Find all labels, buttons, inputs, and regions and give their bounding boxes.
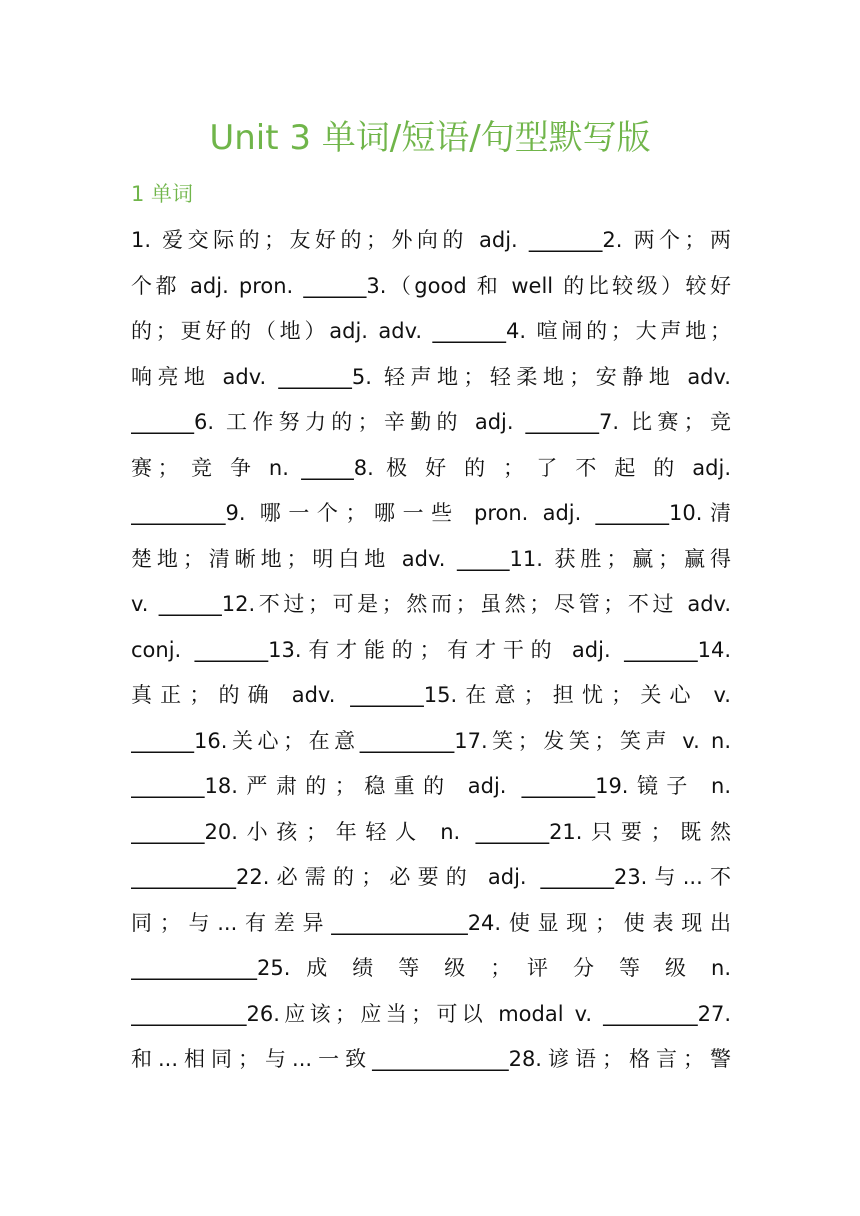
text-line: ______6. 工作努力的；辛勤的 adj. _______7. 比赛；竞 bbox=[131, 410, 731, 434]
text-line: 同；与...有差异_____________24.使显现；使表现出 bbox=[131, 910, 731, 935]
text-line: conj. _______13.有才能的；有才干的 adj. _______14. bbox=[131, 637, 731, 662]
vocabulary-paragraph bbox=[131, 218, 731, 1083]
text-line: ____________25. 成 绩 等 级 ； 评 分 等 级 n. bbox=[131, 956, 731, 980]
text-line: ______16.关心；在意_________17.笑；发笑；笑声 v. n. bbox=[131, 728, 731, 753]
text-line: 个都 adj. pron. ______3.（good 和 well 的比较级）较好 bbox=[131, 273, 731, 298]
text-line: 楚地；清晰地；明白地 adv. _____11. 获胜；赢；赢得 bbox=[131, 546, 731, 571]
section-heading: 1 单词 bbox=[131, 182, 194, 206]
text-line: 1. 爱交际的；友好的；外向的 adj. _______2. 两个；两 bbox=[131, 228, 731, 252]
text-line: 真正；的确 adv. _______15.在意；担忧；关心 v. bbox=[131, 683, 731, 707]
document-title: Unit 3 单词/短语/句型默写版 bbox=[209, 118, 651, 158]
text-line: __________22.必需的；必要的 adj. _______23.与...不 bbox=[131, 865, 731, 889]
text-line: v. ______12.不过；可是；然而；虽然；尽管；不过 adv. bbox=[131, 592, 731, 616]
text-line: _________9. 哪一个；哪一些 pron. adj. _______10.清 bbox=[131, 501, 731, 525]
text-line: 赛； 竞 争 n. _____8. 极 好 的 ； 了 不 起 的 adj. bbox=[131, 455, 731, 480]
text-line: ___________26.应该；应当；可以 modal v. _________27. bbox=[131, 1001, 731, 1026]
text-line: _______20.小孩；年轻人 n. _______21.只要；既然 bbox=[131, 819, 731, 844]
text-line: _______18.严肃的；稳重的 adj. _______19.镜子 n. bbox=[131, 774, 731, 798]
text-line: 响亮地 adv. _______5. 轻声地；轻柔地；安静地 adv. bbox=[131, 364, 731, 389]
text-line: 和...相同；与...一致_____________28.谚语；格言；警 bbox=[131, 1047, 731, 1071]
text-line: 的；更好的（地）adj. adv. _______4. 喧闹的；大声地； bbox=[131, 319, 731, 343]
